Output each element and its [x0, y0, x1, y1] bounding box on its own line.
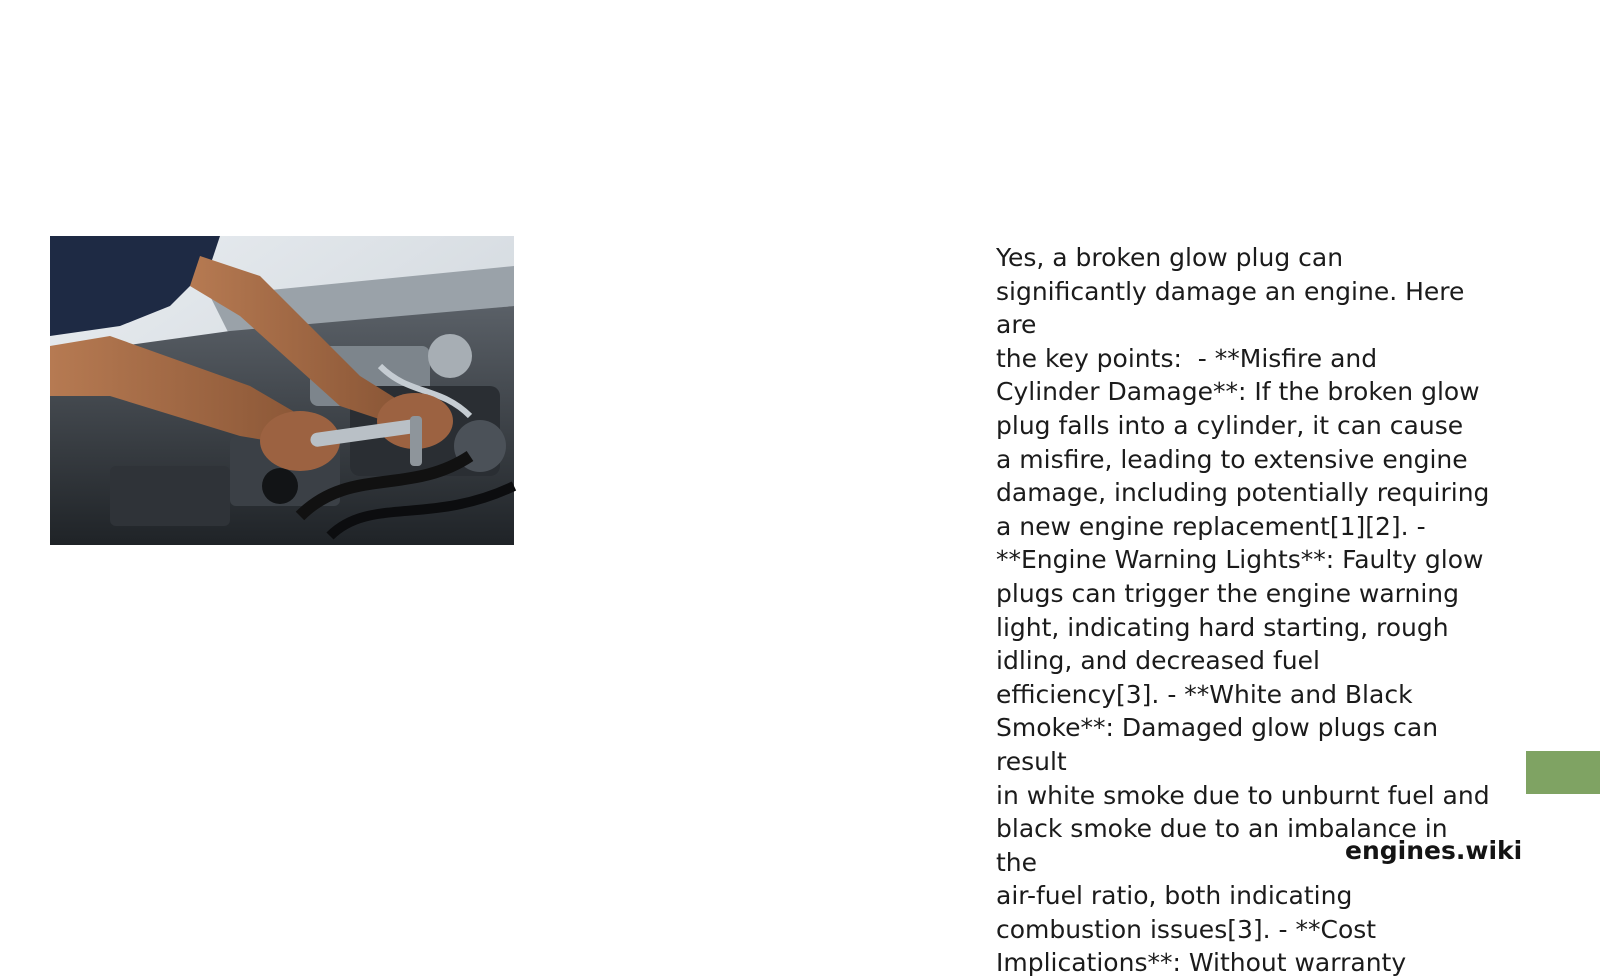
body-text-line: in white smoke due to unburnt fuel and	[996, 780, 1490, 810]
body-text-line: Implications**: Without warranty	[996, 948, 1407, 978]
body-text-line: black smoke due to an imbalance in the	[996, 814, 1456, 877]
body-text-line: Smoke**: Damaged glow plugs can result	[996, 713, 1447, 776]
body-text-line: Cylinder Damage**: If the broken glow	[996, 377, 1480, 407]
body-text-line: light, indicating hard starting, rough	[996, 612, 1449, 642]
body-text-line: plug falls into a cylinder, it can cause	[996, 410, 1464, 440]
body-text-line: plugs can trigger the engine warning	[996, 578, 1460, 608]
body-text-line: air-fuel ratio, both indicating	[996, 881, 1353, 911]
accent-block	[1526, 751, 1600, 794]
body-text-line: combustion issues[3]. - **Cost	[996, 914, 1377, 944]
body-text-line: the key points: - **Misfire and	[996, 343, 1378, 373]
body-text-line: idling, and decreased fuel	[996, 646, 1320, 676]
article-body-text	[996, 241, 1496, 980]
mechanic-engine-illustration	[50, 236, 514, 545]
body-text-line: a new engine replacement[1][2]. -	[996, 511, 1426, 541]
body-text-line: Yes, a broken glow plug can	[996, 243, 1344, 272]
body-text-line: efficiency[3]. - **White and Black	[996, 679, 1413, 709]
body-text-line: damage, including potentially requiring	[996, 478, 1490, 508]
site-brand-name: engines.wiki	[1345, 836, 1523, 865]
body-text-line: a misfire, leading to extensive engine	[996, 444, 1468, 474]
mechanic-engine-photo	[50, 236, 514, 545]
body-text-line: significantly damage an engine. Here are	[996, 276, 1473, 340]
body-text-line: **Engine Warning Lights**: Faulty glow	[996, 545, 1484, 575]
